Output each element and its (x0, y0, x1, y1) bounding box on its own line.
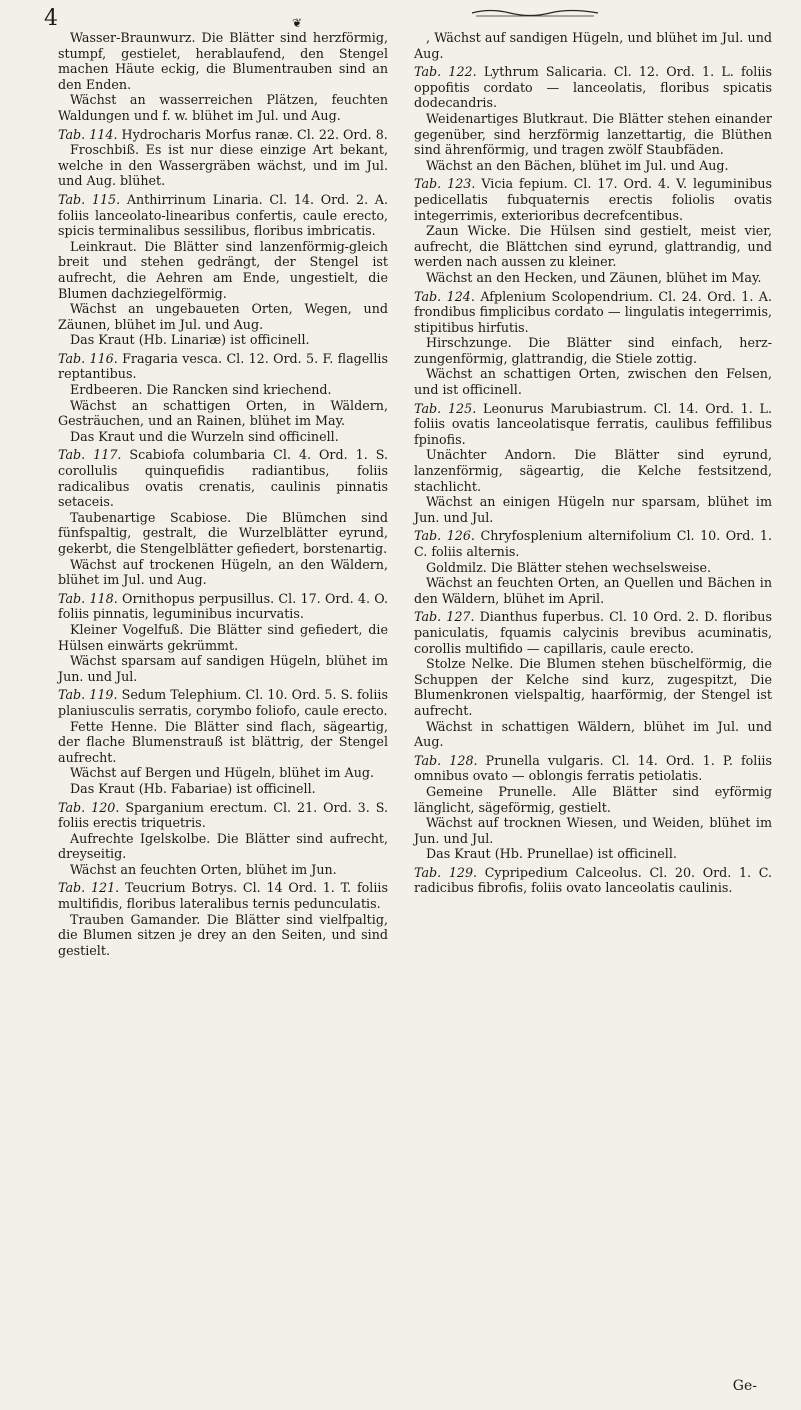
habitat-text: Wächst sparsam auf sandigen Hügeln, blühet im Jun. und Jul. (58, 653, 388, 684)
latin-text: Cypripedium Calceolus. Cl. 20. Ord. 1. C. radicibus fibrofis, foliis ovato lanceolatis caulinis. (414, 864, 772, 896)
latin-description (58, 591, 388, 622)
plant-entry (414, 609, 772, 749)
plate-number: Tab. 119. (58, 687, 118, 703)
plant-entry (58, 800, 388, 878)
plant-entry (414, 30, 772, 61)
habitat-text: Wächst auf trocknen Wiesen, und Weiden, blühet im Jun. und Jul. (414, 815, 772, 846)
plant-entry (58, 30, 388, 124)
plate-number: Tab. 129. (414, 864, 478, 880)
latin-text: Ornithopus perpusillus. Cl. 17. Ord. 4. O. foliis pinnatis, leguminibus incurvatis. (58, 590, 388, 622)
latin-description (414, 609, 772, 656)
latin-text: Teucrium Botrys. Cl. 14 Ord. 1. T. foliis multifidis, floribus lateralibus ternis pedunculatis. (58, 880, 388, 912)
german-text: Stolze Nelke. Die Blumen stehen büschelförmig, die Schuppen der Kelche sind kurz, zugespitzt, Die Blumenkronen vielspaltig, haarförmig, der Stengel ist aufrecht. (414, 656, 772, 718)
german-text: Unächter Andorn. Die Blätter sind eyrund, lanzenförmig, sägeartig, die Kelche festsitzend, stachlicht. (414, 447, 772, 494)
latin-description (414, 64, 772, 111)
plant-entry (58, 127, 388, 189)
plate-number: Tab. 118. (58, 590, 118, 606)
habitat-text: Wächst an den Hecken, und Zäunen, blühet im May. (426, 269, 762, 285)
left-column (58, 30, 388, 961)
latin-text: Sparganium erectum. Cl. 21. Ord. 3. S. foliis erectis triquetris. (58, 799, 388, 831)
latin-text: Vicia fepium. Cl. 17. Ord. 4. V. leguminibus pedicellatis fubquaternis erectis foliolis ovatis integerrimis, exterioribus decrefcentibus. (414, 176, 772, 223)
latin-text: Lythrum Salicaria. Cl. 12. Ord. 1. L. foliis oppofitis cordato — lanceolatis, floribus spicatis dodecandris. (414, 64, 772, 111)
german-text: Trauben Gamander. Die Blätter sind vielfpaltig, die Blumen sitzen je drey an den Seiten, und sind gestielt. (58, 911, 388, 958)
plant-entry (414, 401, 772, 526)
habitat-text: Wächst an feuchten Orten, blühet im Jun. (70, 861, 337, 877)
latin-description (414, 865, 772, 896)
intro-text: Wasser-Braunwurz. Die Blätter sind herzförmig, stumpf, gestielet, herablaufend, den Stengel machen Häute eckig, die Blumentrauben sind an den Enden. (58, 30, 388, 92)
latin-description (58, 687, 388, 718)
intro-text: , Wächst auf sandigen Hügeln, und blühet im Jul. und Aug. (414, 30, 772, 61)
habitat-text: Wächst in schattigen Wäldern, blühet im Jul. und Aug. (414, 718, 772, 750)
latin-text: Sedum Telephium. Cl. 10. Ord. 5. S. foliis planiusculis serratis, corymbo foliofo, caule erecto. (58, 687, 388, 718)
latin-text: Chryfosplenium alternifolium Cl. 10. Ord. 1. C. foliis alternis. (414, 528, 772, 559)
plate-number: Tab. 123. (414, 176, 476, 192)
habitat-text: Wächst auf trockenen Hügeln, an den Wäldern, blühet im Jul. und Aug. (58, 556, 388, 588)
german-text: Gemeine Prunelle. Alle Blätter sind eyförmig länglicht, sägeförmig, gestielt. (414, 783, 772, 815)
plant-entry (58, 880, 388, 958)
latin-description (414, 176, 772, 223)
latin-text: Prunella vulgaris. Cl. 14. Ord. 1. P. foliis omnibus ovato — oblongis ferratis petiolatis. (414, 752, 772, 784)
officinal-text: Das Kraut (Hb. Fabariae) ist officinell. (70, 780, 316, 796)
latin-description (58, 351, 388, 382)
latin-description (414, 528, 772, 559)
latin-description (58, 127, 388, 143)
catchword: Ge- (732, 1378, 757, 1394)
german-text: Fette Henne. Die Blätter sind flach, sägeartig, der flache Blumenstrauß ist blättrig, der Stengel aufrecht. (58, 718, 388, 765)
latin-text: Anthirrinum Linaria. Cl. 14. Ord. 2. A. foliis lanceolato-linearibus confertis, caule erecto, spicis terminalibus sessilibus, floribus imbricatis. (58, 191, 388, 239)
plate-number: Tab. 121. (58, 880, 120, 896)
habitat-text: Wächst an einigen Hügeln nur sparsam, blühet im Jun. und Jul. (414, 494, 772, 525)
german-text: Kleiner Vogelfuß. Die Blätter sind gefiedert, die Hülsen einwärts gekrümmt. (58, 621, 388, 653)
habitat-text: Wächst an schattigen Orten, in Wäldern, Gesträuchen, und an Rainen, blühet im May. (58, 397, 388, 429)
latin-text: Fragaria vesca. Cl. 12. Ord. 5. F. flagellis reptantibus. (58, 350, 388, 382)
german-text: Erdbeeren. Die Rancken sind kriechend. (70, 382, 332, 398)
habitat-text: Wächst an feuchten Orten, an Quellen und Bächen in den Wäldern, blühet im April. (414, 575, 772, 606)
plate-number: Tab. 126. (414, 528, 475, 544)
plate-number: Tab. 122. (414, 64, 477, 80)
plant-entry (414, 528, 772, 606)
german-text: Hirschzunge. Die Blätter sind einfach, herz- zungenförmig, glattrandig, die Stiele zottig. (414, 335, 772, 366)
plate-number: Tab. 114. (58, 126, 118, 142)
leaf-ornament-icon: ❦ (292, 16, 303, 30)
german-text: Froschbiß. Es ist nur diese einzige Art bekant, welche in den Wassergräben wächst, und im Jul. und Aug. blühet. (58, 142, 388, 189)
habitat-text: Wächst an den Bächen, blühet im Jul. und Aug. (426, 157, 729, 173)
latin-text: Scabiofa columbaria Cl. 4. Ord. 1. S. corollulis quinquefidis radiantibus, foliis radicalibus ovatis crenatis, caulinis pinnatis setaceis. (58, 447, 388, 510)
habitat-text: Wächst auf Bergen und Hügeln, blühet im Aug. (70, 765, 375, 781)
latin-description (414, 289, 772, 336)
plate-number: Tab. 115. (58, 191, 121, 207)
page-number: 4 (44, 6, 58, 31)
plant-entry (414, 865, 772, 896)
officinal-text: Das Kraut (Hb. Prunellae) ist officinell. (426, 846, 677, 862)
plant-entry (58, 351, 388, 445)
plate-number: Tab. 117. (58, 447, 122, 463)
german-text: Weidenartiges Blutkraut. Die Blätter stehen einander gegenüber, sind herzförmig lanzettartig, die Blüthen sind ährenförmig, und tragen zwölf Staubfäden. (414, 110, 772, 158)
plant-entry (58, 447, 388, 587)
plant-entry (58, 192, 388, 348)
plate-number: Tab. 128. (414, 752, 478, 768)
plate-number: Tab. 124. (414, 288, 475, 304)
plant-entry (58, 591, 388, 685)
plant-entry (414, 176, 772, 285)
officinal-text: Das Kraut und die Wurzeln sind officinell. (70, 428, 339, 444)
latin-text: Hydrocharis Morfus ranæ. Cl. 22. Ord. 8. (121, 126, 388, 142)
habitat-text: Wächst an wasserreichen Plätzen, feuchten Waldungen und f. w. blühet im Jul. und Aug. (58, 92, 388, 123)
latin-text: Dianthus fuperbus. Cl. 10 Ord. 2. D. floribus paniculatis, fquamis calycinis brevibus acuminatis, corollis multifido — capillaris, caule erecto. (414, 609, 772, 656)
latin-description (58, 880, 388, 911)
plant-entry (414, 289, 772, 398)
plate-number: Tab. 127. (414, 609, 475, 625)
plant-entry (58, 687, 388, 796)
plate-number: Tab. 116. (58, 350, 118, 366)
latin-description (58, 447, 388, 509)
habitat-text: Wächst an schattigen Orten, zwischen den Felsen, und ist officinell. (414, 366, 772, 398)
habitat-text: Wächst an ungebaueten Orten, Wegen, und Zäunen, blühet im Jul. und Aug. (58, 301, 388, 332)
right-column (414, 30, 772, 899)
latin-description (58, 800, 388, 831)
plant-entry (414, 64, 772, 173)
latin-text: Afplenium Scolopendrium. Cl. 24. Ord. 1. A. frondibus fimplicibus cordato — lingulatis integerrimis, stipitibus hirfutis. (414, 288, 772, 335)
header-ornament (470, 4, 600, 16)
latin-text: Leonurus Marubiastrum. Cl. 14. Ord. 1. L. foliis ovatis lanceolatisque ferratis, caulibus feffilibus fpinofis. (414, 400, 772, 447)
german-text: Aufrechte Igelskolbe. Die Blätter sind aufrecht, dreyseitig. (58, 830, 388, 862)
officinal-text: Das Kraut (Hb. Linariæ) ist officinell. (70, 332, 310, 348)
german-text: Leinkraut. Die Blätter sind lanzenförmig-gleich breit und stehen gedrängt, der Stengel ist aufrecht, die Aehren am Ende, ungestielt, die Blumen dachziegelförmig. (58, 238, 388, 301)
latin-description (58, 192, 388, 239)
plate-number: Tab. 120. (58, 799, 120, 815)
latin-description (414, 753, 772, 784)
plant-entry (414, 753, 772, 862)
latin-description (414, 401, 772, 448)
german-text: Taubenartige Scabiose. Die Blümchen sind fünfspaltig, gestralt, die Wurzelblätter eyrund, gekerbt, die Stengelblätter gefiedert, borstenartig. (58, 509, 388, 556)
german-text: Zaun Wicke. Die Hülsen sind gestielt, meist vier, aufrecht, die Blättchen sind eyrund, glattrandig, und werden nach aussen zu kleiner. (414, 223, 772, 270)
german-text: Goldmilz. Die Blätter stehen wechselsweise. (426, 559, 712, 575)
plate-number: Tab. 125. (414, 400, 477, 416)
